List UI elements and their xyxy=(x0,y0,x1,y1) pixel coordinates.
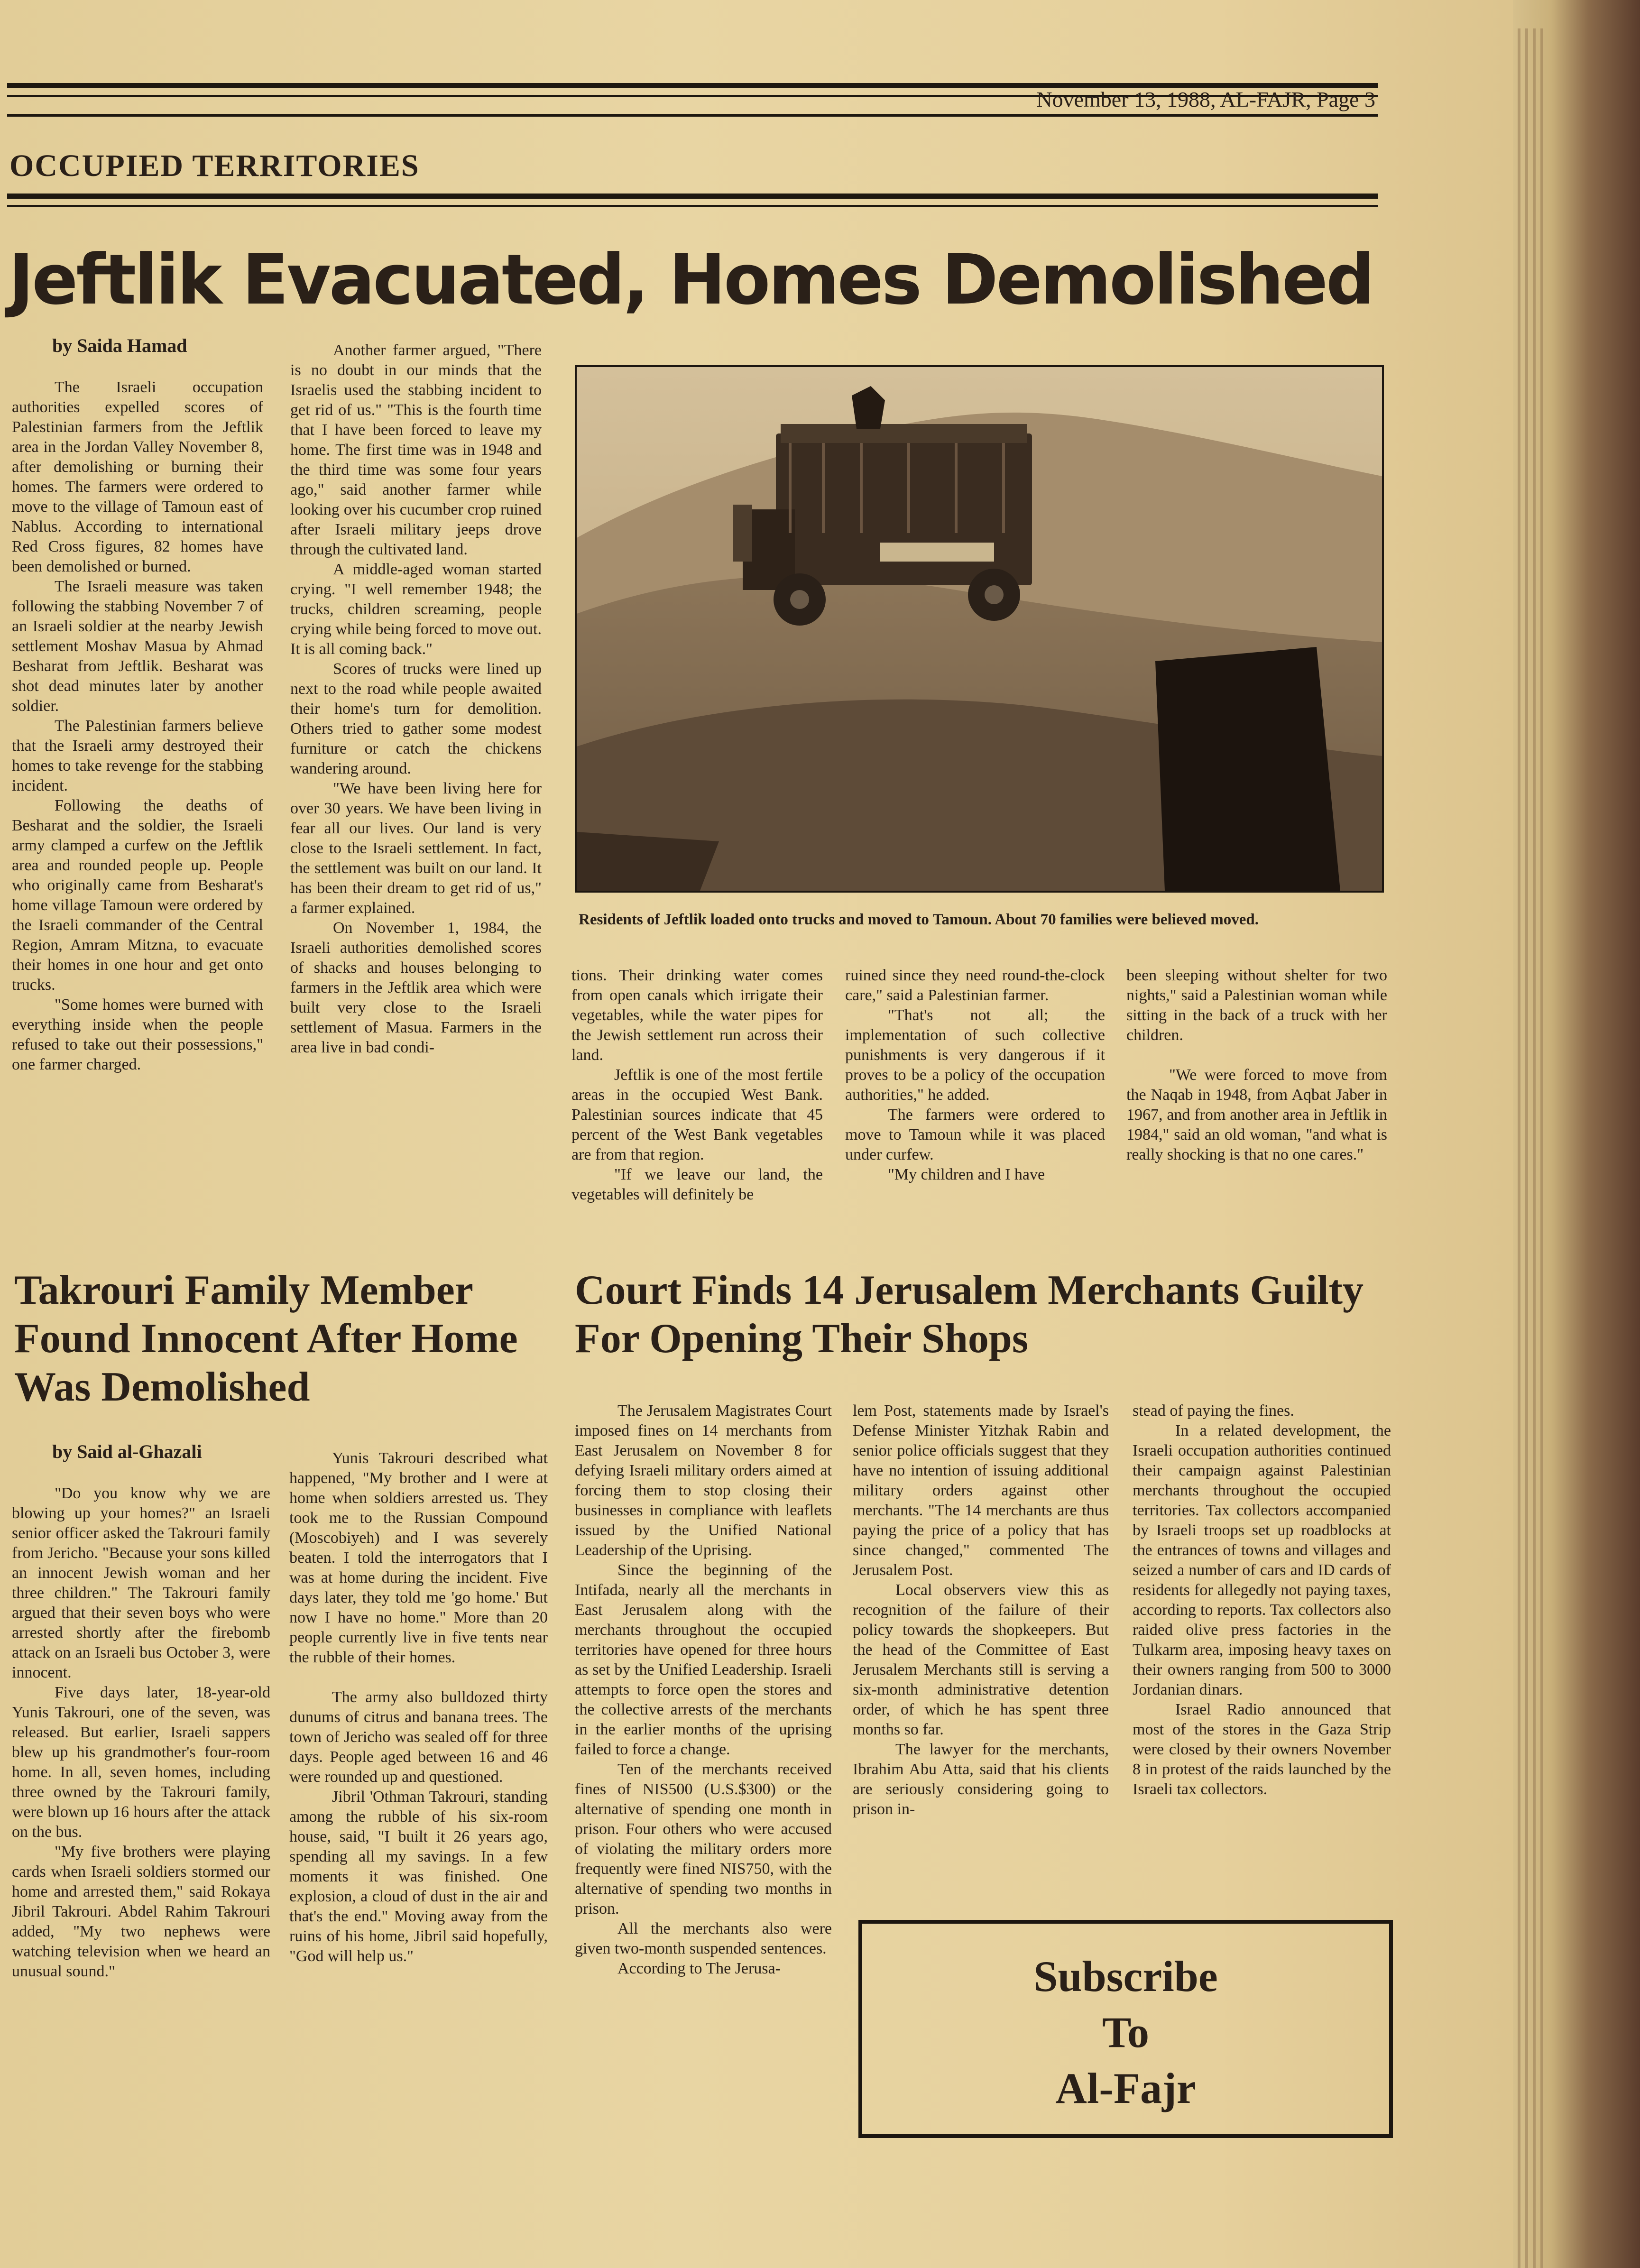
lead-column-2 xyxy=(290,341,542,1058)
paragraph: A middle-aged woman started crying. "I well remember 1948; the trucks, children screaming, people crying while being forced to move out. It is all coming back." xyxy=(290,561,542,658)
section-rule xyxy=(7,194,1378,199)
truck-photo xyxy=(575,365,1384,893)
paragraph: The lawyer for the merchants, Ibrahim Abu Atta, said that his clients are seriously considering going to prison in- xyxy=(853,1741,1109,1818)
paragraph: The Jerusalem Magistrates Court imposed fines on 14 merchants from East Jerusalem on November 8 for defying Israeli military orders aimed at forcing them to stop closing their businesses in compliance with leaflets issued by the Unified National Leadership of the Uprising. xyxy=(575,1402,832,1559)
folio: November 13, 1988, AL-FAJR, Page 3 xyxy=(1036,87,1375,111)
takrouri-column-1 xyxy=(12,1442,270,1982)
page-edge xyxy=(1525,28,1528,2268)
lead-column-1 xyxy=(12,336,263,1075)
paragraph: In a related development, the Israeli occupation authorities continued their campaign against Palestinian merchants throughout the occupied territories. Tax collectors accompanied by Israeli troops set up roadblocks at the entrances of towns and villages and seized a number of cars and ID cards of residents for allegedly not paying taxes, according to reports. Tax collectors also raided olive press factories in the Tulkarm area, imposing heavy taxes on their owners ranging from 500 to 3000 Jordanian dinars. xyxy=(1133,1422,1391,1698)
paragraph: According to The Jerusa- xyxy=(617,1960,781,1977)
paragraph: been sleeping without shelter for two nights," said a Palestinian woman while sitting in the back of a truck with her children. xyxy=(1126,967,1387,1044)
paragraph: The farmers were ordered to move to Tamoun while it was placed under curfew. xyxy=(845,1106,1105,1163)
paragraph: The army also bulldozed thirty dunums of citrus and banana trees. The town of Jericho was sealed off for three days. People aged between 16 and 46 were rounded up and questioned. xyxy=(289,1688,548,1786)
page-edge xyxy=(1533,28,1536,2268)
paragraph: Scores of trucks were lined up next to the road while people awaited their home's turn for demolition. Others tried to gather some modest furniture or catch the chickens wandering around. xyxy=(290,660,542,777)
paragraph: The Palestinian farmers believe that the Israeli army destroyed their homes to take revenge for the stabbing incident. xyxy=(12,717,263,794)
paragraph: The Israeli occupation authorities expelled scores of Palestinian farmers from the Jeftlik area in the Jordan Valley November 8, after demolishing or burning their homes. The farmers were ordered to move to the village of Tamoun east of Nablus. According to international Red Cross figures, 82 homes have been demolished or burned. xyxy=(12,378,263,575)
subscribe-box xyxy=(858,1920,1393,2138)
lead-column-4 xyxy=(845,966,1105,1185)
section-rule-thin xyxy=(7,205,1378,207)
takrouri-headline: Takrouri Family Member Found Innocent After Home Was Demolished xyxy=(14,1267,518,1410)
paragraph: "My five brothers were playing cards when Israeli soldiers stormed our home and arrested them," said Rokaya Jibril Takrouri. Abdel Rahim Takrouri added, "My two nephews were watching television when we heard an unusual sound." xyxy=(12,1843,270,1980)
section-title: OCCUPIED TERRITORIES xyxy=(9,148,420,183)
lead-byline: by Saida Hamad xyxy=(52,335,187,356)
photo-caption: Residents of Jeftlik loaded onto trucks and moved to Tamoun. About 70 families were believed moved. xyxy=(579,911,1259,928)
lead-headline: Jeftlik Evacuated, Homes Demolished xyxy=(9,240,1373,320)
court-headline: Court Finds 14 Jerusalem Merchants Guilty For Opening Their Shops xyxy=(575,1267,1364,1362)
takrouri-byline: by Said al-Ghazali xyxy=(52,1441,202,1462)
paragraph: "If we leave our land, the vegetables will definitely be xyxy=(571,1166,823,1203)
paragraph: The Israeli measure was taken following the stabbing November 7 of an Israeli soldier at the nearby Jewish settlement Moshav Masua by Ahmad Besharat from Jeftlik. Besharat was shot dead minutes later by another soldier. xyxy=(12,578,263,715)
paragraph: "We were forced to move from the Naqab in 1948, from Aqbat Jaber in 1967, and from another area in Jeftlik in 1984," said an old woman, "and what is really shocking is that no one cares." xyxy=(1126,1066,1387,1163)
takrouri-column-2 xyxy=(289,1448,548,1966)
page-edge xyxy=(1518,28,1520,2268)
page-edge xyxy=(1540,28,1543,2268)
paragraph: Ten of the merchants received fines of NIS500 (U.S.$300) or the alternative of spending one month in prison. Four others who were accused of violating the military orders more frequently were fined NIS750, with the alternative of spending two months in prison. xyxy=(575,1761,832,1918)
paragraph: lem Post, statements made by Israel's Defense Minister Yitzhak Rabin and senior police officials suggest that they have no intention of issuing additional military orders against other merchants. "The 14 merchants are thus paying the price of a policy that has since changed," commented The Jerusalem Post. xyxy=(853,1402,1109,1579)
subscribe-line-3: Al-Fajr xyxy=(1055,2064,1196,2112)
subscribe-line-2: To xyxy=(1102,2008,1149,2056)
court-column-2 xyxy=(853,1401,1109,1819)
paragraph: "Do you know why we are blowing up your homes?" an Israeli senior officer asked the Takrouri family from Jericho. "Because your sons killed an innocent Jewish woman and her three children." The Takrouri family argued that their seven boys who were arrested shortly after the firebomb attack on an Israeli bus October 3, were innocent. xyxy=(12,1484,270,1681)
paragraph: tions. Their drinking water comes from open canals which irrigate their vegetables, while the water pipes for the Jewish settlement run across their land. xyxy=(571,967,823,1064)
book-binding xyxy=(1513,0,1640,2268)
court-column-3 xyxy=(1133,1401,1391,1799)
paragraph: Following the deaths of Besharat and the soldier, the Israeli army clamped a curfew on the Jeftlik area and rounded people up. People who originally came from Besharat's home village Tamoun were ordered by the Israeli commander of the Central Region, Amram Mitzna, to evacuate their homes in one hour and get onto trucks. xyxy=(12,797,263,994)
paragraph: stead of paying the fines. xyxy=(1133,1402,1294,1420)
subscribe-line-1: Subscribe xyxy=(1033,1952,1218,2001)
court-column-1 xyxy=(575,1401,832,1979)
paragraph: Jibril 'Othman Takrouri, standing among the rubble of his six-room house, said, "I built it 26 years ago, spending all my savings. In a few moments it was finished. One explosion, a cloud of dust in the air and that's the end." Moving away from the ruins of his home, Jibril said hopefully, "God will help us." xyxy=(289,1788,548,1965)
paragraph: Since the beginning of the Intifada, nearly all the merchants in East Jerusalem along with the merchants throughout the occupied territories have opened for three hours as set by the Unified Leadership. Israeli attempts to force open the stores and the collective arrests of the merchants in the earlier months of the uprising failed to force a change. xyxy=(575,1561,832,1758)
paragraph: "We have been living here for over 30 years. We have been living in fear all our lives. Our land is very close to the Israeli settlement. In fact, the settlement was built on our land. It has been their dream to get rid of us," a farmer explained. xyxy=(290,780,542,917)
paragraph: Jeftlik is one of the most fertile areas in the occupied West Bank. Palestinian sources indicate that 45 percent of the West Bank vegetables are from that region. xyxy=(571,1066,823,1163)
truck-photo-image xyxy=(577,367,1382,891)
paragraph: "My children and I have xyxy=(888,1166,1045,1183)
paragraph: Israel Radio announced that most of the stores in the Gaza Strip were closed by their owners November 8 in protest of the raids launched by the Israeli tax collectors. xyxy=(1133,1701,1391,1798)
lead-column-5 xyxy=(1126,966,1387,1165)
paragraph: Five days later, 18-year-old Yunis Takrouri, one of the seven, was released. But earlier, Israeli sappers blew up his grandmother's four-room home. In all, seven homes, including three owned by the Takrouri family, were blown up 16 hours after the attack on the bus. xyxy=(12,1684,270,1841)
lead-column-3 xyxy=(571,966,823,1205)
paragraph: Yunis Takrouri described what happened, "My brother and I were at home when soldiers arrested us. They took me to the Russian Compound (Moscobiyeh) and I was severely beaten. I told the interrogators that I was at home during the incident. Five days later, they told me 'go home.' But now I have no home." More than 20 people currently live in five tents near the rubble of their homes. xyxy=(289,1449,548,1666)
paragraph: Local observers view this as recognition of the failure of their policy towards the shopkeepers. But the head of the Committee of East Jerusalem Merchants still is serving a six-month administrative detention order, of which he has spent three months so far. xyxy=(853,1581,1109,1738)
paragraph: On November 1, 1984, the Israeli authorities demolished scores of shacks and houses belonging to farmers in the Jeftlik area which were built very close to the Israeli settlement of Masua. Farmers in the area live in bad condi- xyxy=(290,919,542,1056)
paragraph: "Some homes were burned with everything inside when the people refused to take out their possessions," one farmer charged. xyxy=(12,996,263,1073)
paragraph: "That's not all; the implementation of such collective punishments is very dangerous if it proves to be a policy of the occupation authorities," he added. xyxy=(845,1006,1105,1104)
paragraph: ruined since they need round-the-clock care," said a Palestinian farmer. xyxy=(845,967,1105,1004)
paragraph: All the merchants also were given two-month suspended sentences. xyxy=(575,1920,832,1957)
folio-rule xyxy=(7,114,1378,117)
paragraph: Another farmer argued, "There is no doubt in our minds that the Israelis used the stabbing incident to get rid of us." "This is the fourth time that I have been forced to leave my home. The first time was in 1948 and the third time was some four years ago," said another farmer while looking over his cucumber crop ruined after Israeli military jeeps drove through the cultivated land. xyxy=(290,341,542,558)
